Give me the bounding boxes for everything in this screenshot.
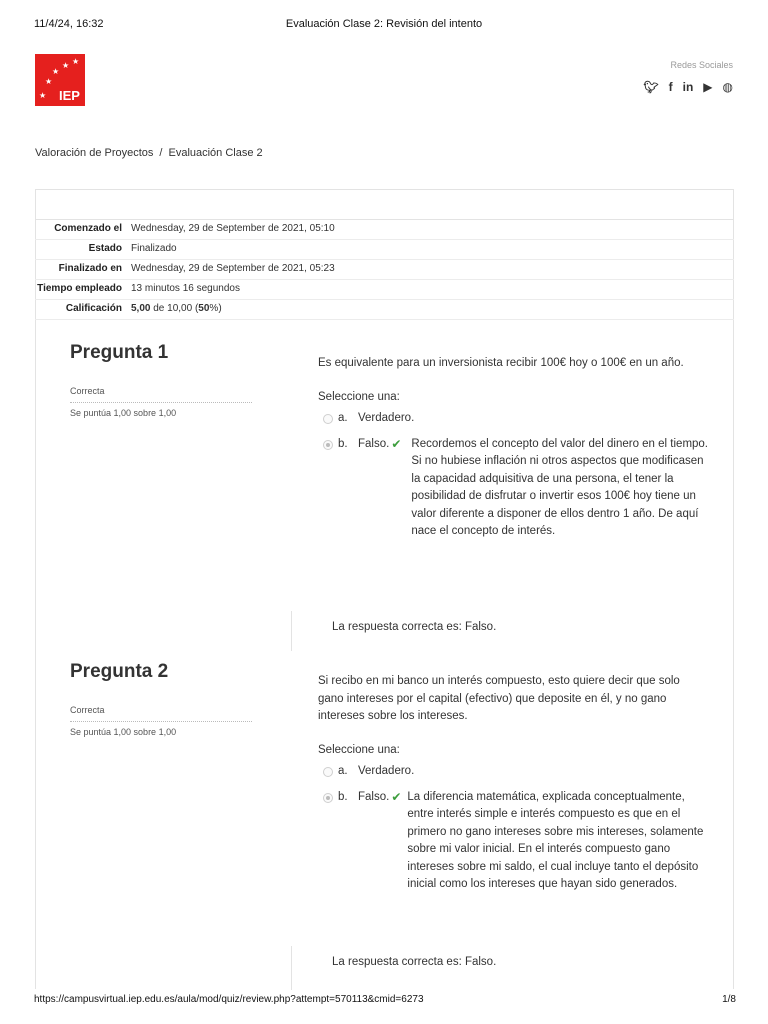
answer-option-a[interactable]: a. Verdadero. [318,763,708,781]
summary-row-time: Tiempo empleado 13 minutos 16 segundos [35,280,734,300]
answer-feedback: Recordemos el concepto del valor del dinero en el tiempo. Si no hubiese inflación ni otros aspectos que modificasen la capacidad adquisitiva de una persona, el tener la posibilidad de disfrutar o invertir esos 100€ hoy tiene un valor diferente a disponer de ellos dentro 1 año. De aquí nace el concepto de interés. [411,437,709,537]
print-url: https://campusvirtual.iep.edu.es/aula/mod/quiz/review.php?attempt=570113&cmid=6273 [34,994,424,1005]
question-title: Pregunta 1 [70,342,169,363]
logo-star: ★ [39,91,47,100]
linkedin-icon[interactable]: in [682,80,694,94]
right-answer-1: La respuesta correcta es: Falso. [291,611,734,651]
social-label: Redes Sociales [670,60,733,70]
facebook-icon[interactable]: f [668,80,673,94]
summary-row-grade: Calificación 5,00 de 10,00 (50%) [35,300,734,320]
breadcrumb-course-link[interactable]: Valoración de Proyectos [35,147,154,159]
answer-option-b[interactable]: b. Falso. ✔ La diferencia matemática, explicada conceptualmente, entre interés simple e interés compuesto es que en el primero no gano intereses sobre mis intereses, solamente sobre mi valor inicial. En el interés compuesto gano intereses sobre mi saldo, el cual incluye tanto el depósito inicial como los intereses que hayan sido generados. [318,789,708,894]
social-links [643,60,733,94]
breadcrumb-separator: / [159,147,163,159]
question-title: Pregunta 2 [70,661,169,682]
breadcrumb [35,147,263,159]
iep-logo[interactable] [35,54,85,106]
question-content [318,355,708,549]
radio-button[interactable] [323,767,333,777]
print-page-number: 1/8 [722,994,736,1005]
twitter-icon[interactable]: 🐦︎ [643,80,659,94]
question-info [70,342,252,418]
youtube-icon[interactable]: ▶ [703,80,713,94]
print-title: Evaluación Clase 2: Revisión del intento [285,18,483,30]
question-content [318,673,708,902]
question-text: Es equivalente para un inversionista recibir 100€ hoy o 100€ en un año. [318,357,684,369]
question-text: Si recibo en mi banco un interés compuesto, esto quiere decir que solo gano intereses por el capital (efectivo) que deposite en él, y no gano intereses sobre los intereses. [318,675,680,722]
answer-feedback: La diferencia matemática, explicada conceptualmente, entre interés simple e interés compuesto es que en el primero no gano intereses sobre mis intereses, solamente sobre mi valor inicial. En el interés compuesto gano intereses sobre mi saldo, el cual incluye tanto el depósito inicial como los intereses que hayan sido generados. [407,790,704,890]
grade-of: de 10,00 ( [153,303,199,314]
question-prompt: Seleccione una: [318,390,400,403]
print-date: 11/4/24, 16:32 [34,18,104,30]
question-prompt: Seleccione una: [318,743,400,756]
radio-button-selected[interactable] [323,793,333,803]
question-state: Correcta [70,386,252,403]
globe-icon[interactable]: ◍ [722,80,733,94]
answer-option-a[interactable]: a. Verdadero. [318,410,708,428]
breadcrumb-current-link[interactable]: Evaluación Clase 2 [168,147,263,159]
summary-row-finished: Finalizado en Wednesday, 29 de September de 2021, 05:23 [35,260,734,280]
right-answer-2: La respuesta correcta es: Falso. [291,946,734,990]
review-topbar [36,190,733,220]
summary-row-started: Comenzado el Wednesday, 29 de September de 2021, 05:10 [35,220,734,240]
question-info [70,661,252,737]
attempt-summary-table [35,220,734,320]
grade-score: 5,00 [131,303,151,314]
print-header [0,18,768,32]
check-icon: ✔ [391,436,402,451]
summary-row-state: Estado Finalizado [35,240,734,260]
radio-button[interactable] [323,414,333,424]
logo-text: IEP [59,88,80,103]
radio-button-selected[interactable] [323,440,333,450]
grade-suffix: %) [209,303,222,314]
grade-percent: 50 [198,303,210,314]
logo-stars: ★ ★ ★ ★ [45,57,80,86]
question-grade: Se puntúa 1,00 sobre 1,00 [70,727,177,737]
check-icon: ✔ [391,789,402,804]
question-grade: Se puntúa 1,00 sobre 1,00 [70,408,177,418]
answer-option-b[interactable]: b. Falso. ✔ Recordemos el concepto del valor del dinero en el tiempo. Si no hubiese inflación ni otros aspectos que modificasen la capacidad adquisitiva de una persona, el tener la posibilidad de disfrutar o invertir esos 100€ hoy tiene un valor diferente a disponer de ellos dentro 1 año. De aquí nace el concepto de interés. [318,436,708,541]
question-state: Correcta [70,705,252,722]
